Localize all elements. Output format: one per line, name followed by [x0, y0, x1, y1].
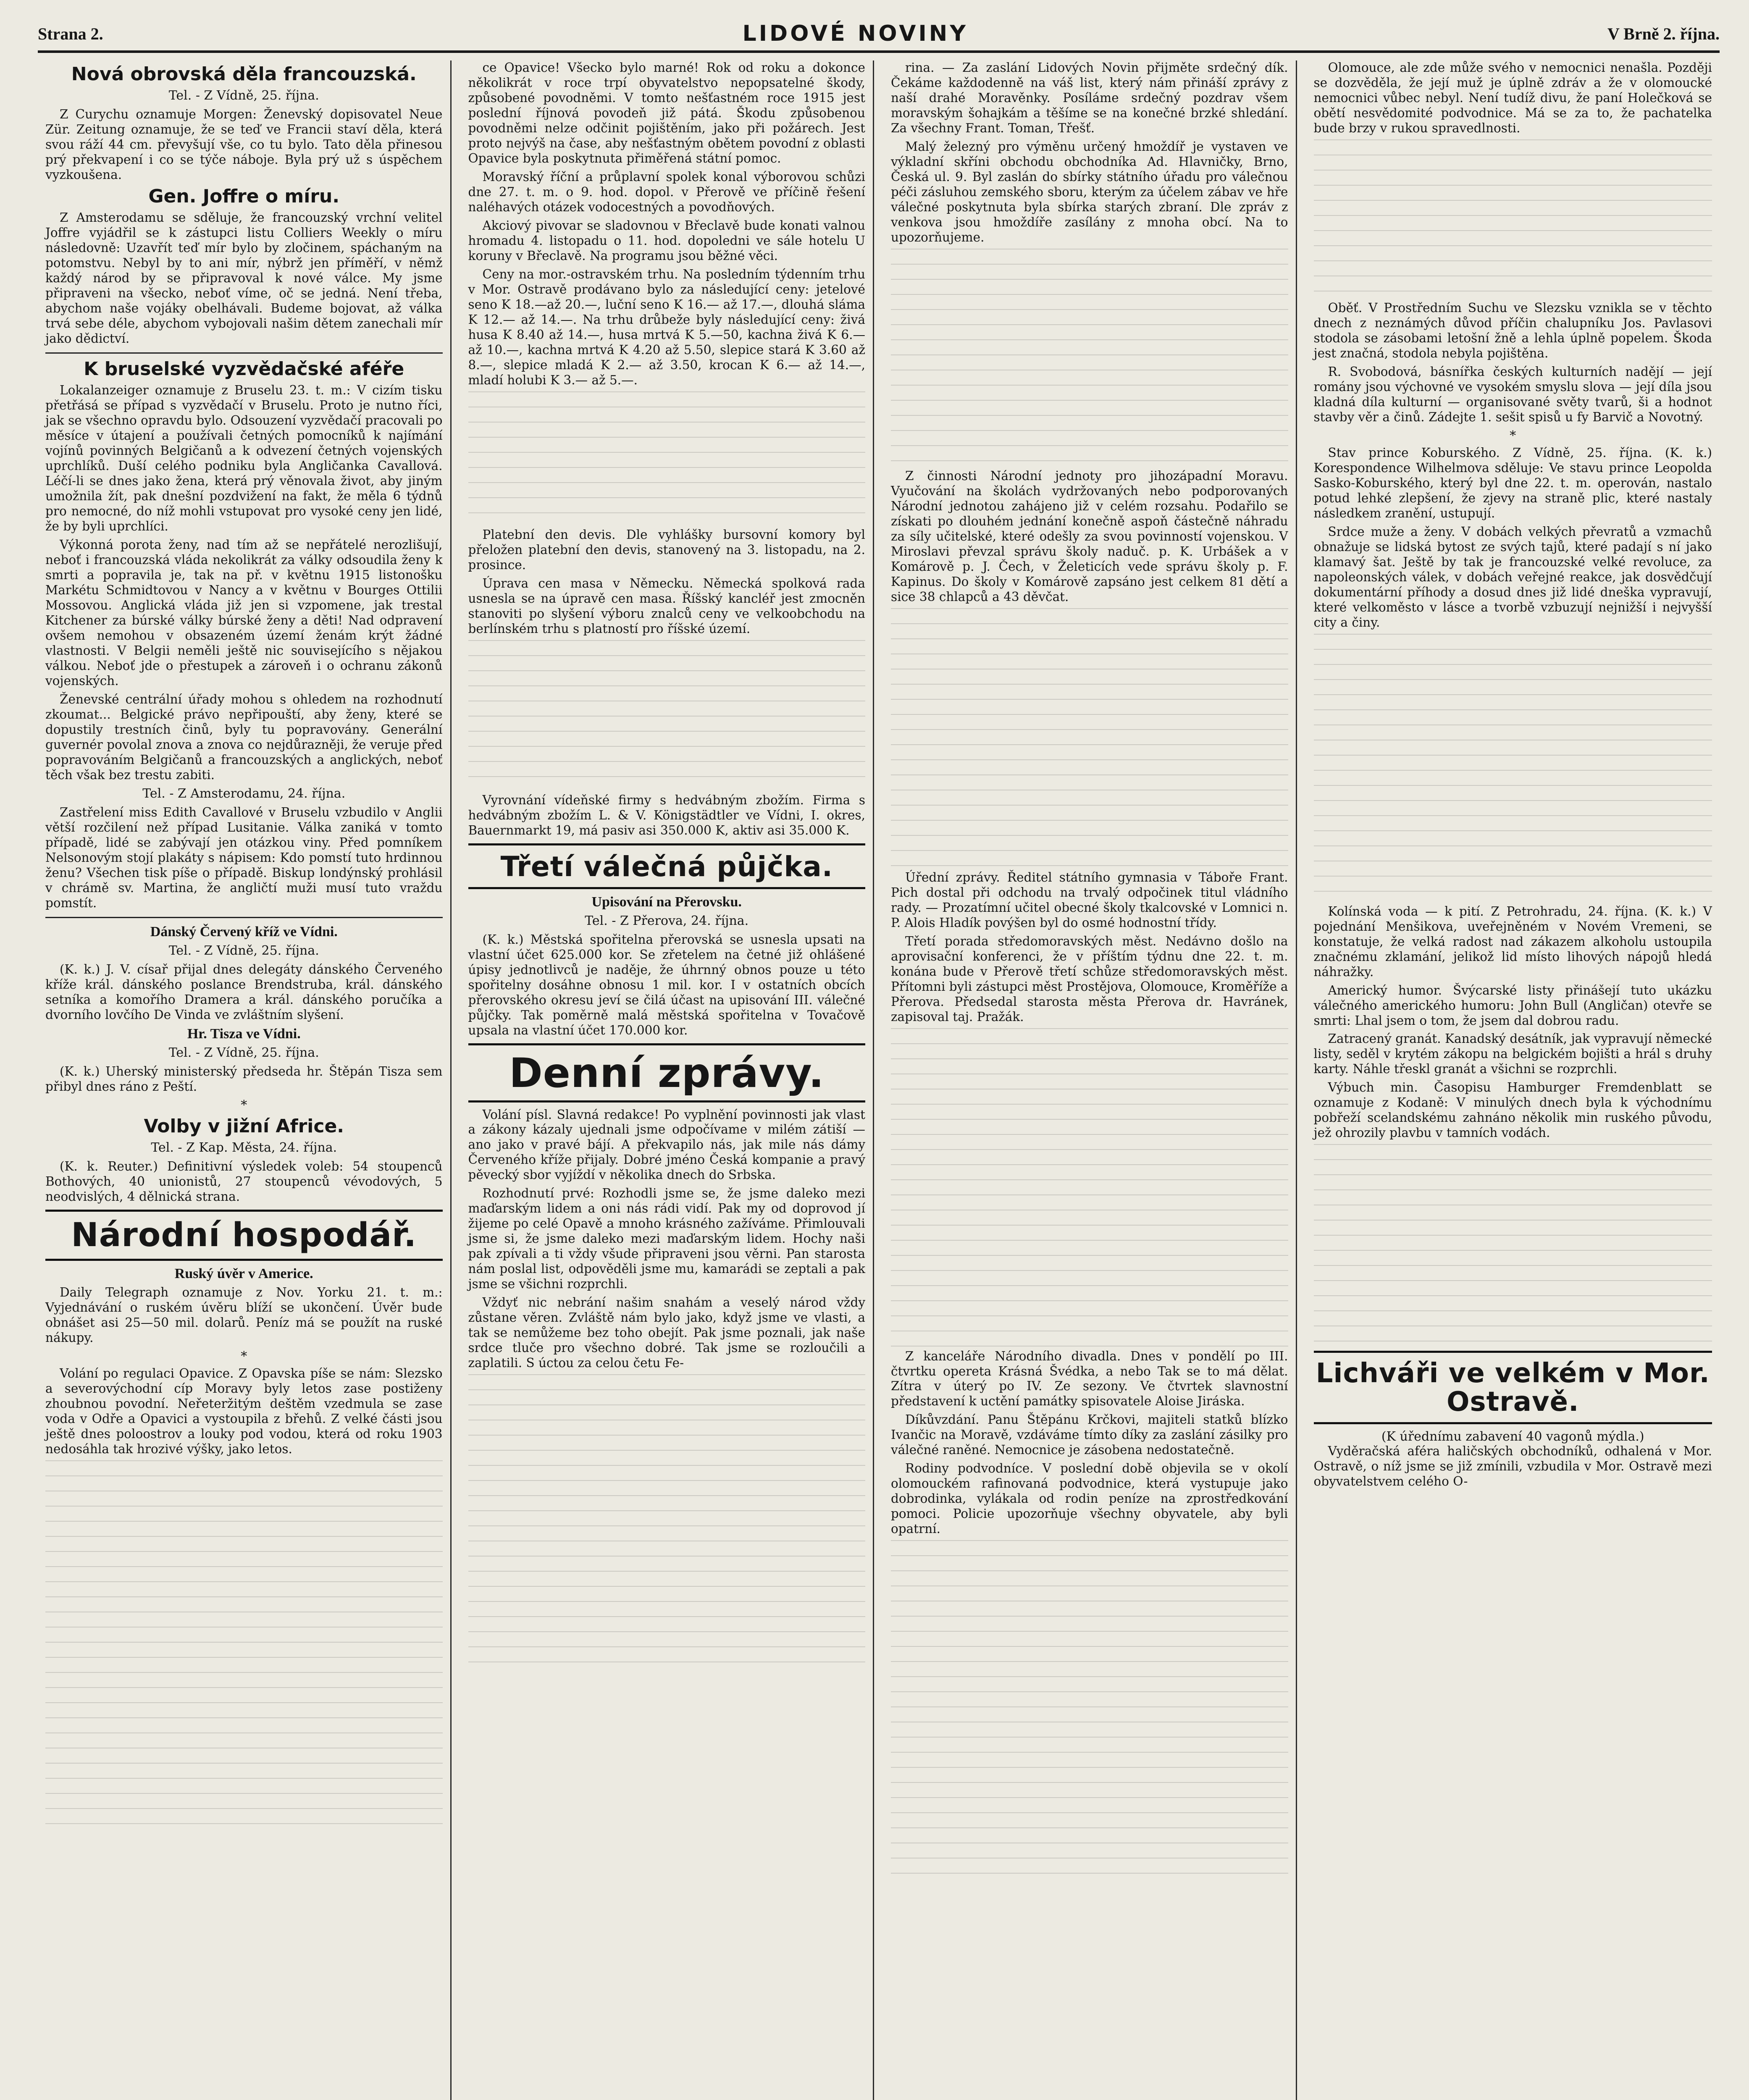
headline-war-loan: Třetí válečná půjčka.	[500, 850, 833, 883]
section-banner	[1314, 1351, 1712, 1424]
article-body: Z Amsterodamu se sděluje, že francouzský vrchní velitel Joffre vyjádřil se k zástupci listu Colliers Weekly o míru následovně: Uzavřít teď mír bylo by zločinem, spáchaným na potomstvu. Nebyl by to ani mír, nýbrž jen příměří, v němž každý národ by se připravoval k nové válce. My jsme připraveni na všecko, neboť víme, oč se jedná. Není třeba, abychom naše vojáky obelhávali. Budeme bojovat, až válka trvá sebe déle, abychom vybojovali našim dětem zanechali mír jako dědictví.	[45, 210, 443, 346]
subhead-war-loan: Upisování na Přerovsku.	[591, 894, 742, 910]
star-separator: *	[241, 1349, 247, 1364]
section-banner	[468, 843, 866, 889]
text-continuation	[468, 391, 866, 526]
article-body: (K. k. Reuter.) Definitivní výsledek voleb: 54 stoupenců Bothových, 40 unionistů, 27 stoupenců vévodových, 5 neodvislých, 4 dělnická strana.	[45, 1159, 443, 1204]
article-body: (K. k.) Uherský ministerský předseda hr. Štěpán Tisza sem přibyl dnes ráno z Peští.	[45, 1064, 443, 1094]
article-body: (K. k.) Městská spořitelna přerovská se usnesla upsati na vlastní účet 625.000 kor. Se zřetelem na četné již ohlášené úpisy jednotlivců je naděje, že úhrnný obnos pouze u této spořitelny dosáhne obnosu 1 mil. kor. I v ostatních obcích přerovského okresu jeví se čilá účast na upisování III. válečné půjčky. Tak poměrně malá městská spořitelna v Tovačově upsala na vlastní účet 170.000 kor.	[468, 932, 865, 1037]
article-columns	[38, 60, 1720, 2100]
text-continuation	[1314, 634, 1712, 903]
article-body: Třetí porada středomoravských měst. Nedávno došlo na aprovisační konferenci, že v příštím týdnu dne 22. t. m. konána bude v Přerově třetí schůze středomoravských měst. Přítomni byli zástupci měst Prostějova, Olomouce, Kroměříže a Přerova. Předsedal starosta města Přerova dr. Havránek, zapisoval taj. Pražák.	[891, 934, 1288, 1024]
divider	[45, 917, 443, 918]
article-body: Daily Telegraph oznamuje z Nov. Yorku 21. t. m.: Vyjednávání o ruském úvěru blíží se ukončení. Úvěr bude obnášet asi 25—50 mil. dolarů. Peníz má se použít na ruské nákupy.	[45, 1285, 443, 1345]
dateline: Tel. - Z Vídně, 25. října.	[168, 943, 319, 958]
headline-brussels: K bruselské vyzvědačské aféře	[84, 358, 404, 380]
article-body: Díkůvzdání. Panu Štěpánu Krčkovi, majiteli statků blízko Ivančic na Moravě, vzdáváme tímto díky za zaslání zásilky pro válečné raněné. Nemocnice je zásobena nedostatečně.	[891, 1412, 1288, 1457]
article-body: Lokalanzeiger oznamuje z Bruselu 23. t. m.: V cizím tisku přetřásá se případ s vyzvědačí v Bruselu. Proto je nutno říci, jak se všechno opravdu bylo. Odsouzení vyzvědačí pracovali po měsíce v útajení a používali četných pomocníků k najímání vojínů povinných Belgičanů a k odvezení četných vojenských uprchlíků. Duší celého podniku byla Angličanka Cavallová. Léčí-li se dnes jako žena, která prý věnovala život, aby jiným umožnila žít, pak dnešní pozdvižení na fakt, že měla 6 týdnů pro nemocné, do níž mohli vstupovat pro vysoké ceny jen lidé, že by byli uprchlíci.	[45, 383, 443, 534]
article-body: Vyrovnání vídeňské firmy s hedvábným zbožím. Firma s hedvábným zbožím L. & V. Königstädtler ve Vídni, I. okres, Bauernmarkt 19, má pasiv asi 350.000 K, aktiv asi 35.000 K.	[468, 793, 865, 837]
star-separator: *	[241, 1097, 247, 1113]
headline-russian-credit: Ruský úvěr v Americe.	[174, 1265, 313, 1281]
dateline: Tel. - Z Přerova, 24. října.	[585, 913, 749, 928]
article-body: Ceny na mor.-ostravském trhu. Na posledním týdenním trhu v Mor. Ostravě prodávano bylo za následující ceny: jetelové seno K 18.—až 20.—, luční seno K 16.— až 17.—, dlouhá sláma K 12.— až 14.—. Na trhu drůbeže byly následující ceny: živá husa K 8.40 až 14.—, husa mrtvá K 5.—50, kachna živá K 6.— až 10.—, kachna mrtvá K 4.20 až 5.50, slepice stará K 3.60 až 8.—, slepice mladá K 2.— až 3.50, krocan K 6.— až 14.—, mladí holubi K 3.— až 5.—.	[468, 267, 865, 387]
subhead-usurers: (K úřednímu zabavení 40 vagonů mýdla.)	[1381, 1429, 1644, 1444]
article-body: Kolínská voda — k pití. Z Petrohradu, 24. října. (K. k.) V pojednání Menšikova, uveřejněném v Novém Vremeni, se konstatuje, že velká radost nad zákazem alkoholu ustoupila značnému zklamání, jelikož lid místo lihových nápojů hledá náhražky.	[1313, 904, 1712, 979]
article-body: Srdce muže a ženy. V dobách velkých převratů a vzmachů obnažuje se lidská bytost ze svých tajů, které padají s ní jako klamavý šat. Ještě by tak je francouzské velké revoluce, za napoleonských válek, v dobách veřejné reakce, jak dosvědčují dokumentární příhody a dosud dnes již lidé dneška vypravují, které velkoměsto v lásce a tvorbě vzbuzují nejnižší i nejvyšší city a činy.	[1313, 524, 1712, 630]
column-2	[461, 60, 874, 2100]
article-body: Platební den devis. Dle vyhlášky bursovní komory byl přeložen platební den devis, stanovený na 3. listopadu, na 2. prosince.	[468, 527, 865, 572]
text-continuation	[1314, 1144, 1712, 1346]
text-continuation	[45, 1460, 443, 1838]
text-continuation	[891, 1540, 1288, 1876]
article-body: Úřední zprávy. Ředitel státního gymnasia v Táboře Frant. Pich dostal při odchodu na trvalý odpočinek titul vládního rady. — Prozatímní učitel obecné školy tkalcovské v Lomnici n. P. Alois Hladík povýšen byl do osmé hodnostní třídy.	[891, 870, 1288, 930]
headline-joffre: Gen. Joffre o míru.	[148, 186, 340, 207]
article-body: Volání po regulaci Opavice. Z Opavska píše se nám: Slezsko a severovýchodní cíp Moravy byly letos zase postiženy zhoubnou povodní. Neřeteržitým deštěm vzedmula se zase voda v Odře a Opavici a vystoupila z břehů. Z velké části jsou ještě dnes poloostrov a louky pod vodou, která od roku 1903 nedosáhla tak hrozivé výšky, jako letos.	[45, 1366, 443, 1456]
article-body: Malý železný pro výměnu určený hmoždíř je vystaven ve výkladní skříni obchodu obchodníka Ad. Hlavničky, Brno, Česká ul. 9. Byl zaslán do sbírky státního úřadu pro válečnou péči zásluhou zemského sboru, kterým za účelem zábav ve hře válečné poskytnuta byla sbírka starých zbraní. Dle zpráv z venkova jsou hmoždíře zasílány z mnoha obcí. Na to upozorňujeme.	[891, 139, 1288, 244]
star-separator: *	[1510, 428, 1516, 443]
dateline: Tel. - Z Vídně, 25. října.	[168, 1045, 319, 1060]
headline-tisza: Hr. Tisza ve Vídni.	[187, 1026, 301, 1042]
article-body: Volání písl. Slavná redakce! Po vyplnění povinnosti jak vlast a zákony kázaly ujednali jsme odpočívame v milém zátiší — ano jako v pravé bájí. A překvapilo nás, jak mile nás dámy Červeného kříže přijaly. Dobré jméno Česká kompanie a pravý pěvecký sbor vyjíždí v několika dnech do Srbska.	[468, 1107, 865, 1182]
article-body: Olomouce, ale zde může svého v nemocnici nenašla. Později se dozvěděla, že její muž je úplně zdráv a že v olomoucké nemocnici vůbec nebyl. Není tudíž divu, že paní Holečková se obětí nesvědomité podvodnice. Má se za to, že pachatelka bude brzy v rukou spravedlnosti.	[1313, 60, 1712, 135]
headline-cannons: Nová obrovská děla francouzská.	[71, 63, 417, 85]
article-body: Výbuch min. Časopisu Hamburger Fremdenblatt se oznamuje z Kodaně: V minulých dnech byla k východnímu pobřeží scelandskému zahnáno několik min ruského původu, jež ohrozily plavbu v tamních vodách.	[1313, 1080, 1712, 1140]
article-body: Stav prince Koburského. Z Vídně, 25. října. (K. k.) Korespondence Wilhelmova sděluje: Ve stavu prince Leopolda Sasko-Koburského, který byl dne 22. t. m. operován, nastalo potud lehké zlepšení, že zjevy na straně plic, které nastaly následkem zranění, ustupují.	[1313, 445, 1712, 520]
article-body: Rodiny podvodníce. V poslední době objevila se v okolí olomouckém rafinovaná podvodnice, která vystupuje jako dobrodinka, vylákala od rodin peníze na zprostředkování pomoci. Policie upozorňuje všechny obyvatele, aby byli opatrní.	[891, 1461, 1288, 1536]
column-3	[883, 60, 1297, 2100]
column-1	[38, 60, 452, 2100]
headline-usurers: Lichváři ve velkém v Mor. Ostravě.	[1316, 1358, 1710, 1418]
article-body: Americký humor. Švýcarské listy přinášejí tuto ukázku válečného amerického humoru: John Bull (Angličan) otevře se smrti: Lhal jsem o tom, že jsem dal dobrou radu.	[1313, 983, 1712, 1028]
page-number: Strana 2.	[38, 24, 103, 43]
article-body: Výkonná porota ženy, nad tím až se nepřátelé nerozlišují, neboť i francouzská vláda nekolikrát za války odsoudila ženy k smrti a popravila je, tak na př. v květnu 1915 listonošku Markétu Schmidtovou v Nancy a v květnu v Bourges Ottilii Mossovou. Anglická vláda již jen si vzpomene, jak trestal Kitchener za búrské války búrské ženy a děti! Nad odpravení ovšem nemohou v obsazeném území ženám krýt žádné vlastnosti. V Belgii neměli ještě nic souvisejícího s nějakou válkou. Neboť jde o přestupek a zároveň i o ochranu zákonů vojenských.	[45, 538, 443, 688]
article-body: Z činnosti Národní jednoty pro jihozápadní Moravu. Vyučování na školách vydržovaných nebo podporovaných Národní jednotou zahájeno již v celém rozsahu. Podařilo se získati po dlouhém jednání konečně aspoň částečně náhradu za síly učitelské, které odešly za svou povinností vojenskou. V Miroslavi převzal správu školy naduč. p. K. Urbášek a v Komárově p. J. Čech, v Želeticích vede správu školy p. F. Kapinus. Do školy v Komárově zapsáno jest celkem 81 dětí a sice 38 chlapců a 43 děvčat.	[891, 468, 1288, 604]
dateline: Tel. - Z Amsterodamu, 24. října.	[142, 786, 346, 801]
article-body: (K. k.) J. V. císař přijal dnes delegáty dánského Červeného kříže král. dánského poslance Brendstruba, král. dánského setníka a komořího Dramera a král. dánského poručíka a dvorního lovčího De Vinda ve zvláštním slyšení.	[45, 962, 443, 1022]
column-4	[1306, 60, 1720, 2100]
article-body: Z kanceláře Národního divadla. Dnes v pondělí po III. čtvrtku opereta Krásná Švédka, a nebo Tak se to má dělat. Zítra v úterý po IV. Ze sezony. Ve čtvrtek slavnostní představení k uctění památky spisovatele Aloise Jiráska.	[891, 1349, 1288, 1409]
article-body: Úprava cen masa v Německu. Německá spolková rada usnesla se na úpravě cen masa. Říšský kancléř jest zmocněn stanoviti po slyšení výboru znalců ceny ve velkoobchodu na berlínském trhu s platností pro říšské území.	[468, 576, 865, 636]
article-body: rina. — Za zaslání Lidových Novin přijměte srdečný dík. Čekáme každodenně na váš list, který nám přináší zprávy z naší drahé Moravěnky. Posíláme srdečný pozdrav všem moravským šohajkám a těšíme se na konečné brzké shledání. Za všechny Frant. Toman, Třešť.	[891, 60, 1288, 135]
article-body: Zastřelení miss Edith Cavallové v Bruselu vzbudilo v Anglii větší rozčilení než případ Lusitanie. Válka zaniká v tomto případě, lidé se zabývají jen otázkou viny. Před pomníkem Nelsonovým stojí plakáty s nápisem: Kdo pomstí tuto hrdinnou ženu? Všechen tisk píše o případě. Biskup londýnský prohlásil v chrámě sv. Martina, že angličtí muži musí tuto vraždu pomstít.	[45, 805, 443, 910]
masthead	[38, 17, 1720, 53]
headline-red-cross: Dánský Červený kříž ve Vídni.	[150, 924, 338, 940]
article-body: ce Opavice! Všecko bylo marné! Rok od roku a dokonce několikrát v roce trpí obyvatelstvo nepopsatelné škody, způsobené povodněmi. V tomto nešťastném roce 1915 jest poslední říjnová povodeň již pátá. Škodu způsobenou povodněmi nelze odčinit pojištěním, jako při požárech. Jest proto nejvýš na čase, aby nešťastným obětem povodní z oblasti Opavice byla poskytnuta přiměřená státní pomoc.	[468, 60, 865, 165]
article-body: R. Svobodová, básnířka českých kulturních nadějí — její romány jsou výchovné ve vysokém smyslu slova — její díla jsou kladná díla kulturní — organisované světy tvarů, ši a hodnot stavby věr a činů. Zádejte 1. sešit spisů u fy Barvič a Novotný.	[1313, 364, 1712, 424]
article-body: Moravský říční a průplavní spolek konal výborovou schůzi dne 27. t. m. o 9. hod. dopol. v Přerově ve příčině řešení naléhavých otázek vodocestných a povodňových.	[468, 169, 865, 214]
article-body: Vždyť nic nebrání našim snahám a veselý národ vždy zůstane věren. Zvláště nám bylo jako, když jsme ve vlasti, a tak se nemůžeme bez toho obejít. Pak jsme poznali, jak naše srdce tluče pro všechno dobré. Tak jsme se rozloučili a zaplatili. S úctou za celou četu Fe-	[468, 1295, 865, 1370]
text-continuation	[891, 608, 1288, 869]
article-body: Akciový pivovar se sladovnou v Břeclavě bude konati valnou hromadu 4. listopadu o 11. hod. dopoledni ve sále hotelu U koruny v Břeclavě. Na programu jsou běžné věci.	[468, 218, 865, 263]
text-continuation	[891, 249, 1288, 467]
section-title-daily-news: Denní zprávy.	[509, 1049, 825, 1097]
text-continuation	[468, 640, 866, 791]
article-body: Rozhodnutí prvé: Rozhodli jsme se, že jsme daleko mezi maďarským lidem a oni nás rádi vidí. Pak my od doprovod jí žijeme po celé Opavě a mnoho krásného zažíváme. Přimlouvali jsme si, že jsme daleko mezi maďarským lidem. Hochy naši pak zpívali a ti vždy všude připraveni jsou věrni. Pan starosta nám poslal list, odpověděli jsme mu, kamarádi se zeptali a pak jsme se všichni rozprchli.	[468, 1186, 865, 1292]
section-title-economy: Národní hospodář.	[71, 1216, 417, 1254]
text-continuation	[1314, 139, 1712, 299]
newspaper-title: LIDOVÉ NOVINY	[742, 21, 968, 46]
article-body: Vyděračská aféra haličských obchodníků, odhalená v Mor. Ostravě, o níž jsme se již zmínili, vzbudila v Mor. Ostravě mezi obyvatelstvem celého O-	[1313, 1444, 1712, 1488]
dateline: Tel. - Z Kap. Města, 24. října.	[151, 1140, 337, 1155]
article-body: Oběť. V Prostředním Suchu ve Slezsku vznikla se v těchto dnech z neznámých důvod příčin chalupníku Jos. Pavlasovi stodola se zásobami letošní žně a lehla úplně popelem. Škoda jest značná, stodola nebyla pojištěna.	[1313, 300, 1712, 360]
dateline: Tel. - Z Vídně, 25. října.	[168, 88, 319, 103]
text-continuation	[891, 1028, 1288, 1347]
headline-africa: Volby v jižní Africe.	[144, 1115, 344, 1137]
article-body: Zatracený granát. Kanadský desátník, jak vypravují německé listy, seděl v krytém zákopu na belgickém bojišti a hrál s druhy karty. Náhle třeskl granát a všichni se rozprchli.	[1313, 1032, 1712, 1076]
section-banner	[45, 1210, 443, 1261]
divider	[45, 352, 443, 354]
article-body: Ženevské centrální úřady mohou s ohledem na rozhodnutí zkoumat... Belgické právo nepřipouští, aby ženy, které se dopustily trestních činů, byly tu popravovány. Generální guvernér povolal znova a znova co nejdůrazněji, že veruje před popravováním Belgičanů a francouzských a anglických, neboť těch však bez trestu zabiti.	[45, 692, 443, 782]
section-banner	[468, 1043, 866, 1102]
article-body: Z Curychu oznamuje Morgen: Ženevský dopisovatel Neue Zür. Zeitung oznamuje, že se teď ve Francii staví děla, která svou ráží 44 cm. převyšují vše, co tu bylo. Tato děla přinesou prý překvapení i co se týče náboje. Byla prý už s úspěchem vyzkoušena.	[45, 107, 443, 182]
text-continuation	[468, 1374, 866, 1668]
place-date: V Brně 2. října.	[1607, 24, 1720, 43]
